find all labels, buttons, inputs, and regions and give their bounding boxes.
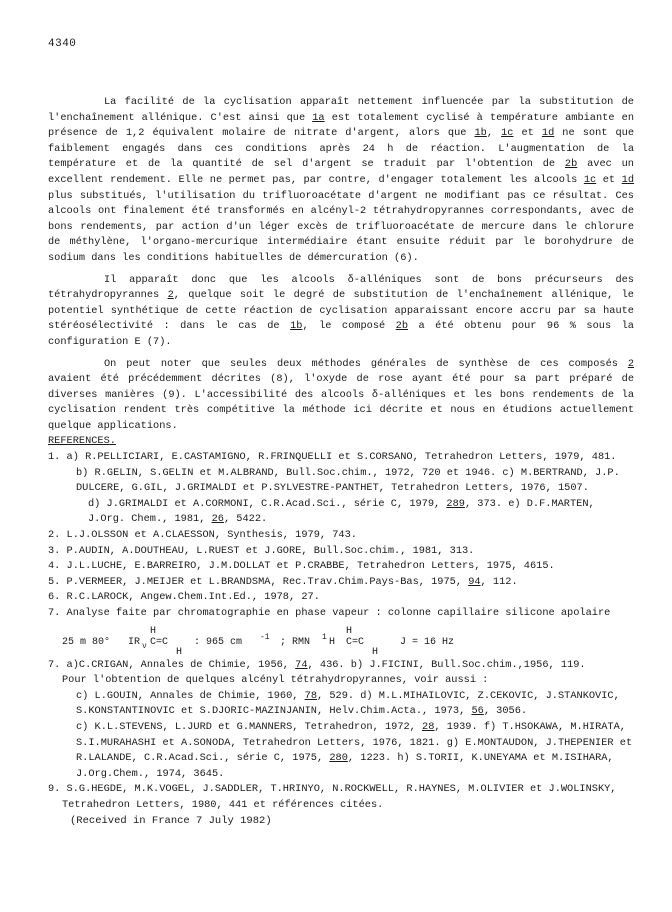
formula-cc-2: C=C <box>346 636 365 648</box>
formula-ir-label: IR <box>128 636 141 648</box>
formula-conditions: 25 m 80° <box>62 636 111 648</box>
references-heading: REFERENCES. <box>48 435 116 448</box>
article-body <box>48 95 634 829</box>
reference-6: 6. R.C.LAROCK, Angew.Chem.Int.Ed., 1978, 27. <box>48 591 320 604</box>
formula-exponent: -1 <box>260 632 270 642</box>
spectral-formula <box>48 624 634 658</box>
reference-9: 9. S.G.HEGDE, M.K.VOGEL, J.SADDLER, T.HRINYO, N.ROCKWELL, R.HAYNES, M.OLIVIER et J.WOLINSKY, Tetrahedron Letters, 1980, 441 et références citées. <box>48 783 617 811</box>
formula-h-bottom-2: H <box>372 646 379 658</box>
formula-sup-1: 1 <box>322 632 327 642</box>
paragraph-3: On peut noter que seules deux méthodes générales de synthèse de ces composés 2 avaient été précédemment décrites (8), l'oxyde de rose ayant été pour sa part préparé de diverses manières (9). L'accessibilité des alcools δ-alléniques et les bons rendements de la cyclisation rendent très compétitive la méthode ici décrite et nous en étudions actuellement quelque applications. <box>48 357 634 432</box>
paragraph-1: La facilité de la cyclisation apparaît nettement influencée par la substitution de l'enchaînement allénique. C'est ainsi que 1a est totalement cyclisé à température ambiante en présence de 1,2 équivalent molaire de nitrate d'argent, alors que 1b, 1c et 1d ne sont que faiblement engagés dans ces conditions après 24 h de réaction. L'augmentation de la température et de la quantité de sel d'argent se traduit par l'obtention de 2b avec un excellent rendement. Elle ne permet pas, par contre, d'engager totalement les alcools 1c et 1d plus substitués, l'utilisation du trifluoroacétate d'argent ne modifiant pas ce résultat. Ces alcools ont finalement été transformés en alcényl-2 tétrahydropyrannes correspondants, avec de bons rendements, par action d'un léger excès de trifluoroacétate de mercure dans le chlorure de méthylène, l'organo-mercurique intermédiaire étant ensuite réduit par le borohydrure de sodium dans les conditions habituelles de démercuration (6). <box>48 96 635 264</box>
reference-8-intro: Pour l'obtention de quelques alcényl tétrahydropyrannes, voir aussi : <box>62 674 489 687</box>
formula-h-top-2: H <box>346 625 353 637</box>
reference-1a: 1. a) R.PELLICIARI, E.CASTAMIGNO, R.FRINQUELLI et S.CORSANO, Tetrahedron Letters, 1979, 481. <box>48 451 617 464</box>
reference-7: 7. Analyse faite par chromatographie en phase vapeur : colonne capillaire silicone apolaire <box>48 607 611 619</box>
formula-rmn: ; RMN <box>280 636 311 648</box>
formula-rmn-h: H <box>329 636 336 648</box>
page-number: 4340 <box>48 38 77 50</box>
reference-1b: b) R.GELIN, S.GELIN et M.ALBRAND, Bull.Soc.chim., 1972, 720 et 1946. c) M.BERTRAND, J.P. DULCERE, G.GIL, J.GRIMALDI et P.SYLVESTRE-PANTHET, Tetrahedron Letters, 1976, 1507. <box>76 466 620 495</box>
reference-1d: d) J.GRIMALDI et A.CORMONI, C.R.Acad.Sci., série C, 1979, 289, 373. e) D.F.MARTEN, J.Org. Chem., 1981, 26, 5422. <box>88 497 595 526</box>
received-date: (Received in France 7 July 1982) <box>70 814 272 827</box>
formula-h-top: H <box>150 625 157 637</box>
reference-4: 4. J.L.LUCHE, E.BARREIRO, J.M.DOLLAT et P.CRABBE, Tetrahedron Letters, 1975, 4615. <box>48 560 555 573</box>
reference-8e: c) K.L.STEVENS, L.JURD et G.MANNERS, Tetrahedron, 1972, 28, 1939. f) T.HSOKAWA, M.HIRATA, S.I.MURAHASHI et A.SONODA, Tetrahedron Letters, 1976, 1821. g) E.MONTAUDON, J.THEPENIER et R.LALANDE, C.R.Acad.Sci., série C, 1975, 280, 1223. h) S.TORII, K.UNEYAMA et M.ISIHARA, J.Org.Chem., 1974, 3645. <box>76 720 633 780</box>
formula-cc: C=C <box>150 636 169 648</box>
reference-8c: c) L.GOUIN, Annales de Chimie, 1960, 78, 529. d) M.L.MIHAILOVIC, Z.CEKOVIC, J.STANKOVIC, S.KONSTANTINOVIC et S.DJORIC-MAZINJANIN, Helv.Chim.Acta., 1973, 56, 3056. <box>76 689 620 718</box>
reference-5: 5. P.VERMEER, J.MEIJER et L.BRANDSMA, Rec.Trav.Chim.Pays-Bas, 1975, 94, 112. <box>48 575 518 588</box>
formula-ir-value: : 965 cm <box>194 636 243 648</box>
reference-2: 2. L.J.OLSSON et A.CLAESSON, Synthesis, 1979, 743. <box>48 529 357 542</box>
formula-coupling: J = 16 Hz <box>400 636 455 648</box>
reference-3: 3. P.AUDIN, A.DOUTHEAU, L.RUEST et J.GORE, Bull.Soc.chim., 1981, 313. <box>48 544 475 557</box>
paragraph-2: Il apparaît donc que les alcools δ-alléniques sont de bons précurseurs des tétrahydropyrannes 2, quelque soit le degré de substitution de l'enchaînement allénique, le potentiel synthétique de cette réaction de cyclisation apparaissant encore accru par sa haute stéréosélectivité : dans le cas de 1b, le composé 2b a été obtenu pour 96 % sous la configuration E (7). <box>48 273 634 348</box>
reference-7-bis: 7. a)C.CRIGAN, Annales de Chimie, 1956, 74, 436. b) J.FICINI, Bull.Soc.chim.,1956, 119. <box>48 658 586 671</box>
formula-h-bottom: H <box>176 646 183 658</box>
formula-nu: ν <box>142 641 147 651</box>
